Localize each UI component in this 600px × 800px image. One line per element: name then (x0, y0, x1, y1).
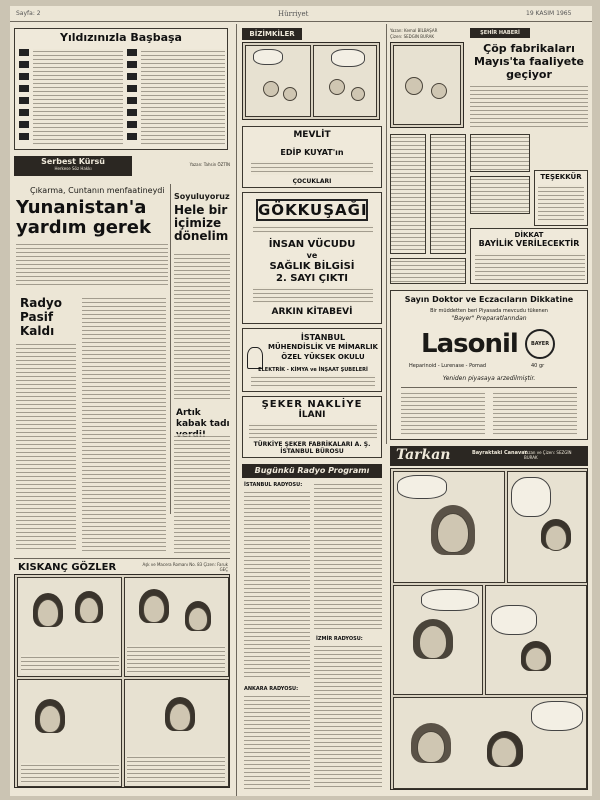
issue-date: 19 KASIM 1965 (526, 10, 572, 17)
okul-l2: MÜHENDİSLİK VE MİMARLIK (267, 343, 378, 351)
dikkat-l2: BAYİLİK VERİLECEKTİR (478, 239, 580, 248)
gokkusagi-l2: ve (306, 251, 318, 260)
seker-l3: TÜRKİYE ŞEKER FABRİKALARI A. Ş. (253, 441, 371, 448)
gokkusagi-l5: ARKIN KİTABEVİ (271, 307, 353, 317)
newspaper-name: Hürriyet (278, 10, 309, 18)
radio-istanbul: İSTANBUL RADYOSU: (244, 482, 303, 488)
seker-l4: İSTANBUL BÜROSU (280, 448, 344, 455)
bizimkiler-comic (242, 42, 380, 120)
istanbul-okul-ad (242, 328, 382, 392)
radio-izmir: İZMİR RADYOSU: (316, 636, 363, 642)
zodiac-icons-right (127, 49, 137, 145)
seker-l1: ŞEKER NAKLİYE (261, 399, 363, 410)
lasonil-ad (390, 290, 588, 440)
tesekkur-ad (534, 170, 588, 226)
tarkan-comic (390, 468, 588, 790)
gokkusagi-l3: SAĞLIK BİLGİSİ (269, 261, 355, 272)
lasonil-brand: Lasonil (421, 329, 518, 359)
horoscope-title: Yıldızınızla Başbaşa (60, 31, 182, 44)
gokkusagi-title: GÖKKUŞAĞI (258, 201, 368, 219)
bayer-cross-icon: BAYER (525, 329, 555, 359)
soyuluyoruz-headline: Hele bir içimize dönelim (174, 203, 229, 243)
lasonil-top: Sayın Doktor ve Eczacıların Dikkatine (404, 295, 574, 304)
tarkan-artist: Yazan ve Çizen: SEZGİN BURAK (524, 450, 572, 460)
small-notice-b (470, 176, 530, 214)
kursu-byline: Yazan: Tahsin ÖZTİN (189, 162, 230, 167)
bizimkiler-title: BİZİMKİLER (242, 28, 302, 40)
kiskanc-gozler-title: KISKANÇ GÖZLER (18, 562, 117, 573)
radio-ankara: ANKARA RADYOSU: (244, 686, 299, 692)
small-notice-c (390, 258, 466, 284)
serbest-kursu-title: Serbest Kürsü (41, 157, 105, 166)
small-notice-a (470, 134, 530, 172)
school-emblem-icon (247, 347, 263, 369)
lasonil-again: Yeniden piyasaya arzedilmiştir. (442, 375, 536, 382)
small-notices-mid (430, 134, 466, 254)
mevlit-title: MEVLİT (293, 130, 331, 140)
small-notices-left (390, 134, 426, 254)
artik-kabak-headline: Artık kabak tadı (176, 408, 230, 429)
cartoon-author: Yazan: Kemal BİLBAŞAR (390, 28, 438, 33)
horoscope-box (14, 28, 228, 150)
seker-nakliye-ad (242, 396, 382, 458)
lasonil-sub: Bir müddetten beri Piyasada mevcudu tükenen (430, 308, 548, 314)
gokkusagi-l4: 2. SAYI ÇIKTI (275, 273, 349, 284)
page-header (10, 6, 592, 22)
tesekkur-title: TEŞEKKÜR (540, 173, 582, 181)
mevlit-footer: ÇOCUKLARI (292, 178, 332, 185)
dikkat-ad (470, 228, 588, 284)
zodiac-icons-left (19, 49, 29, 145)
page-number: Sayfa: 2 (16, 10, 41, 17)
radio-program-title: Bugünkü Radyo Programı (242, 464, 382, 478)
yunanistan-kicker: Çıkarma, Cuntanın menfaatineydi (30, 186, 165, 195)
dikkat-l1: DİKKAT (514, 231, 544, 239)
cartoon-artist: Çizen: SEDGIN BURAK (390, 34, 434, 39)
kiskanc-gozler-comic (14, 574, 230, 788)
seker-l2: İLANI (298, 410, 326, 420)
serbest-kursu-banner (14, 156, 132, 176)
yunanistan-headline: Yunanistan'a yardım gerek (16, 197, 151, 238)
mevlit-name: EDİP KUYAT'ın (280, 148, 344, 157)
sehir-tag: ŞEHİR HABERİ (470, 28, 530, 38)
soyuluyoruz-kicker: Soyuluyoruz (174, 192, 230, 201)
okul-l1: İSTANBUL (300, 333, 346, 342)
kiskanc-author: Aşk ve Macera Romanı No. 83 Çizen: Faruk GEÇ (142, 562, 228, 572)
lasonil-desc: Heparinoid - Lurenase - Pomad (409, 363, 487, 369)
lasonil-brand-line: "Bayer" Preparatlarından (451, 315, 527, 322)
gokkusagi-l1: İNSAN VÜCUDU (268, 239, 356, 250)
tarkan-title: Tarkan (396, 447, 451, 463)
tarkan-banner (390, 446, 588, 466)
cartoon-strip (390, 42, 464, 128)
sehir-headline: Çöp fabrikaları Mayıs'ta faaliyete geçiyor (474, 42, 584, 81)
tarkan-sub: Bayraktaki Canavar (472, 450, 528, 456)
okul-l3: ÖZEL YÜKSEK OKULU (281, 353, 365, 361)
gokkusagi-ad (242, 192, 382, 324)
serbest-kursu-sub: Herkese Söz Hakkı (54, 166, 92, 171)
lasonil-qty: 40 gr (531, 363, 545, 369)
mevlit-ad (242, 126, 382, 188)
radyo-pasif-headline: Radyo Pasif Kaldı (20, 296, 62, 338)
okul-l4: ELEKTRİK - KİMYA ve İNŞAAT ŞUBELERİ (258, 367, 368, 373)
newspaper-page (10, 6, 592, 796)
